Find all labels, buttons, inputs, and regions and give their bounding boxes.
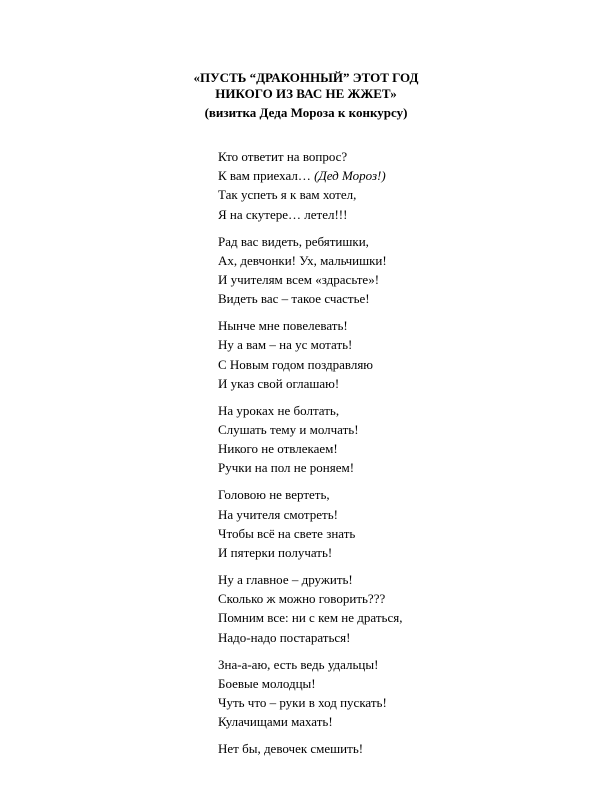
poem-line: Так успеть я к вам хотел,	[218, 187, 357, 203]
stanza-1	[218, 147, 578, 224]
poem-line: Рад вас видеть, ребятишки,	[218, 233, 369, 249]
title-line-2: НИКОГО ИЗ ВАС НЕ ЖЖЕТ»	[215, 86, 397, 101]
stanza-4	[218, 401, 578, 478]
poem-line: И учителям всем «здрасьте»!	[218, 272, 380, 288]
poem-line: Кулачищами махать!	[218, 714, 333, 730]
stanza-3	[218, 316, 578, 393]
poem-line: С Новым годом поздравляю	[218, 356, 374, 372]
poem-line-text: К вам приехал…	[218, 168, 311, 184]
poem-line: Боевые молодцы!	[218, 675, 316, 691]
poem-line: Зна-а-аю, есть ведь удальцы!	[218, 656, 379, 672]
stage-note: (Дед Мороз!)	[314, 168, 386, 184]
poem-line: Видеть вас – такое счастье!	[218, 291, 370, 307]
poem-line: На уроках не болтать,	[218, 402, 340, 418]
poem-line: Ну а главное – дружить!	[218, 572, 353, 588]
poem-line: Сколько ж можно говорить???	[218, 591, 386, 607]
title-line-1: «ПУСТЬ “ДРАКОННЫЙ” ЭТОТ ГОД	[193, 70, 419, 85]
poem-line: Нынче мне повелевать!	[218, 318, 348, 334]
stanza-5	[218, 485, 578, 562]
poem-line: Никого не отвлекаем!	[218, 441, 338, 457]
stanza-2	[218, 232, 578, 309]
poem-line: Слушать тему и молчать!	[218, 422, 359, 438]
stanza-6	[218, 570, 578, 647]
title-block	[0, 70, 612, 121]
poem-line: На учителя смотреть!	[218, 506, 338, 522]
poem-line: И пятерки получать!	[218, 545, 333, 561]
poem-line: Ну а вам – на ус мотать!	[218, 337, 353, 353]
poem	[218, 147, 578, 766]
poem-line: Чтобы всё на свете знать	[218, 525, 356, 541]
poem-line: Я на скутере… летел!!!	[218, 206, 348, 222]
poem-line: Нет бы, девочек смешить!	[218, 741, 364, 757]
poem-line	[218, 166, 578, 185]
poem-line: Кто ответит на вопрос?	[218, 149, 348, 164]
poem-line: Ручки на пол не роняем!	[218, 460, 355, 476]
poem-line: И указ свой оглашаю!	[218, 375, 340, 391]
poem-line: Головою не вертеть,	[218, 487, 330, 503]
subtitle: (визитка Деда Мороза к конкурсу)	[204, 105, 408, 120]
poem-line: Помним все: ни с кем не драться,	[218, 610, 403, 626]
poem-line: Чуть что – руки в ход пускать!	[218, 695, 387, 711]
stanza-7	[218, 655, 578, 732]
poem-line: Надо-надо постараться!	[218, 629, 351, 645]
stanza-8	[218, 739, 578, 758]
poem-line: Ах, девчонки! Ух, мальчишки!	[218, 252, 387, 268]
